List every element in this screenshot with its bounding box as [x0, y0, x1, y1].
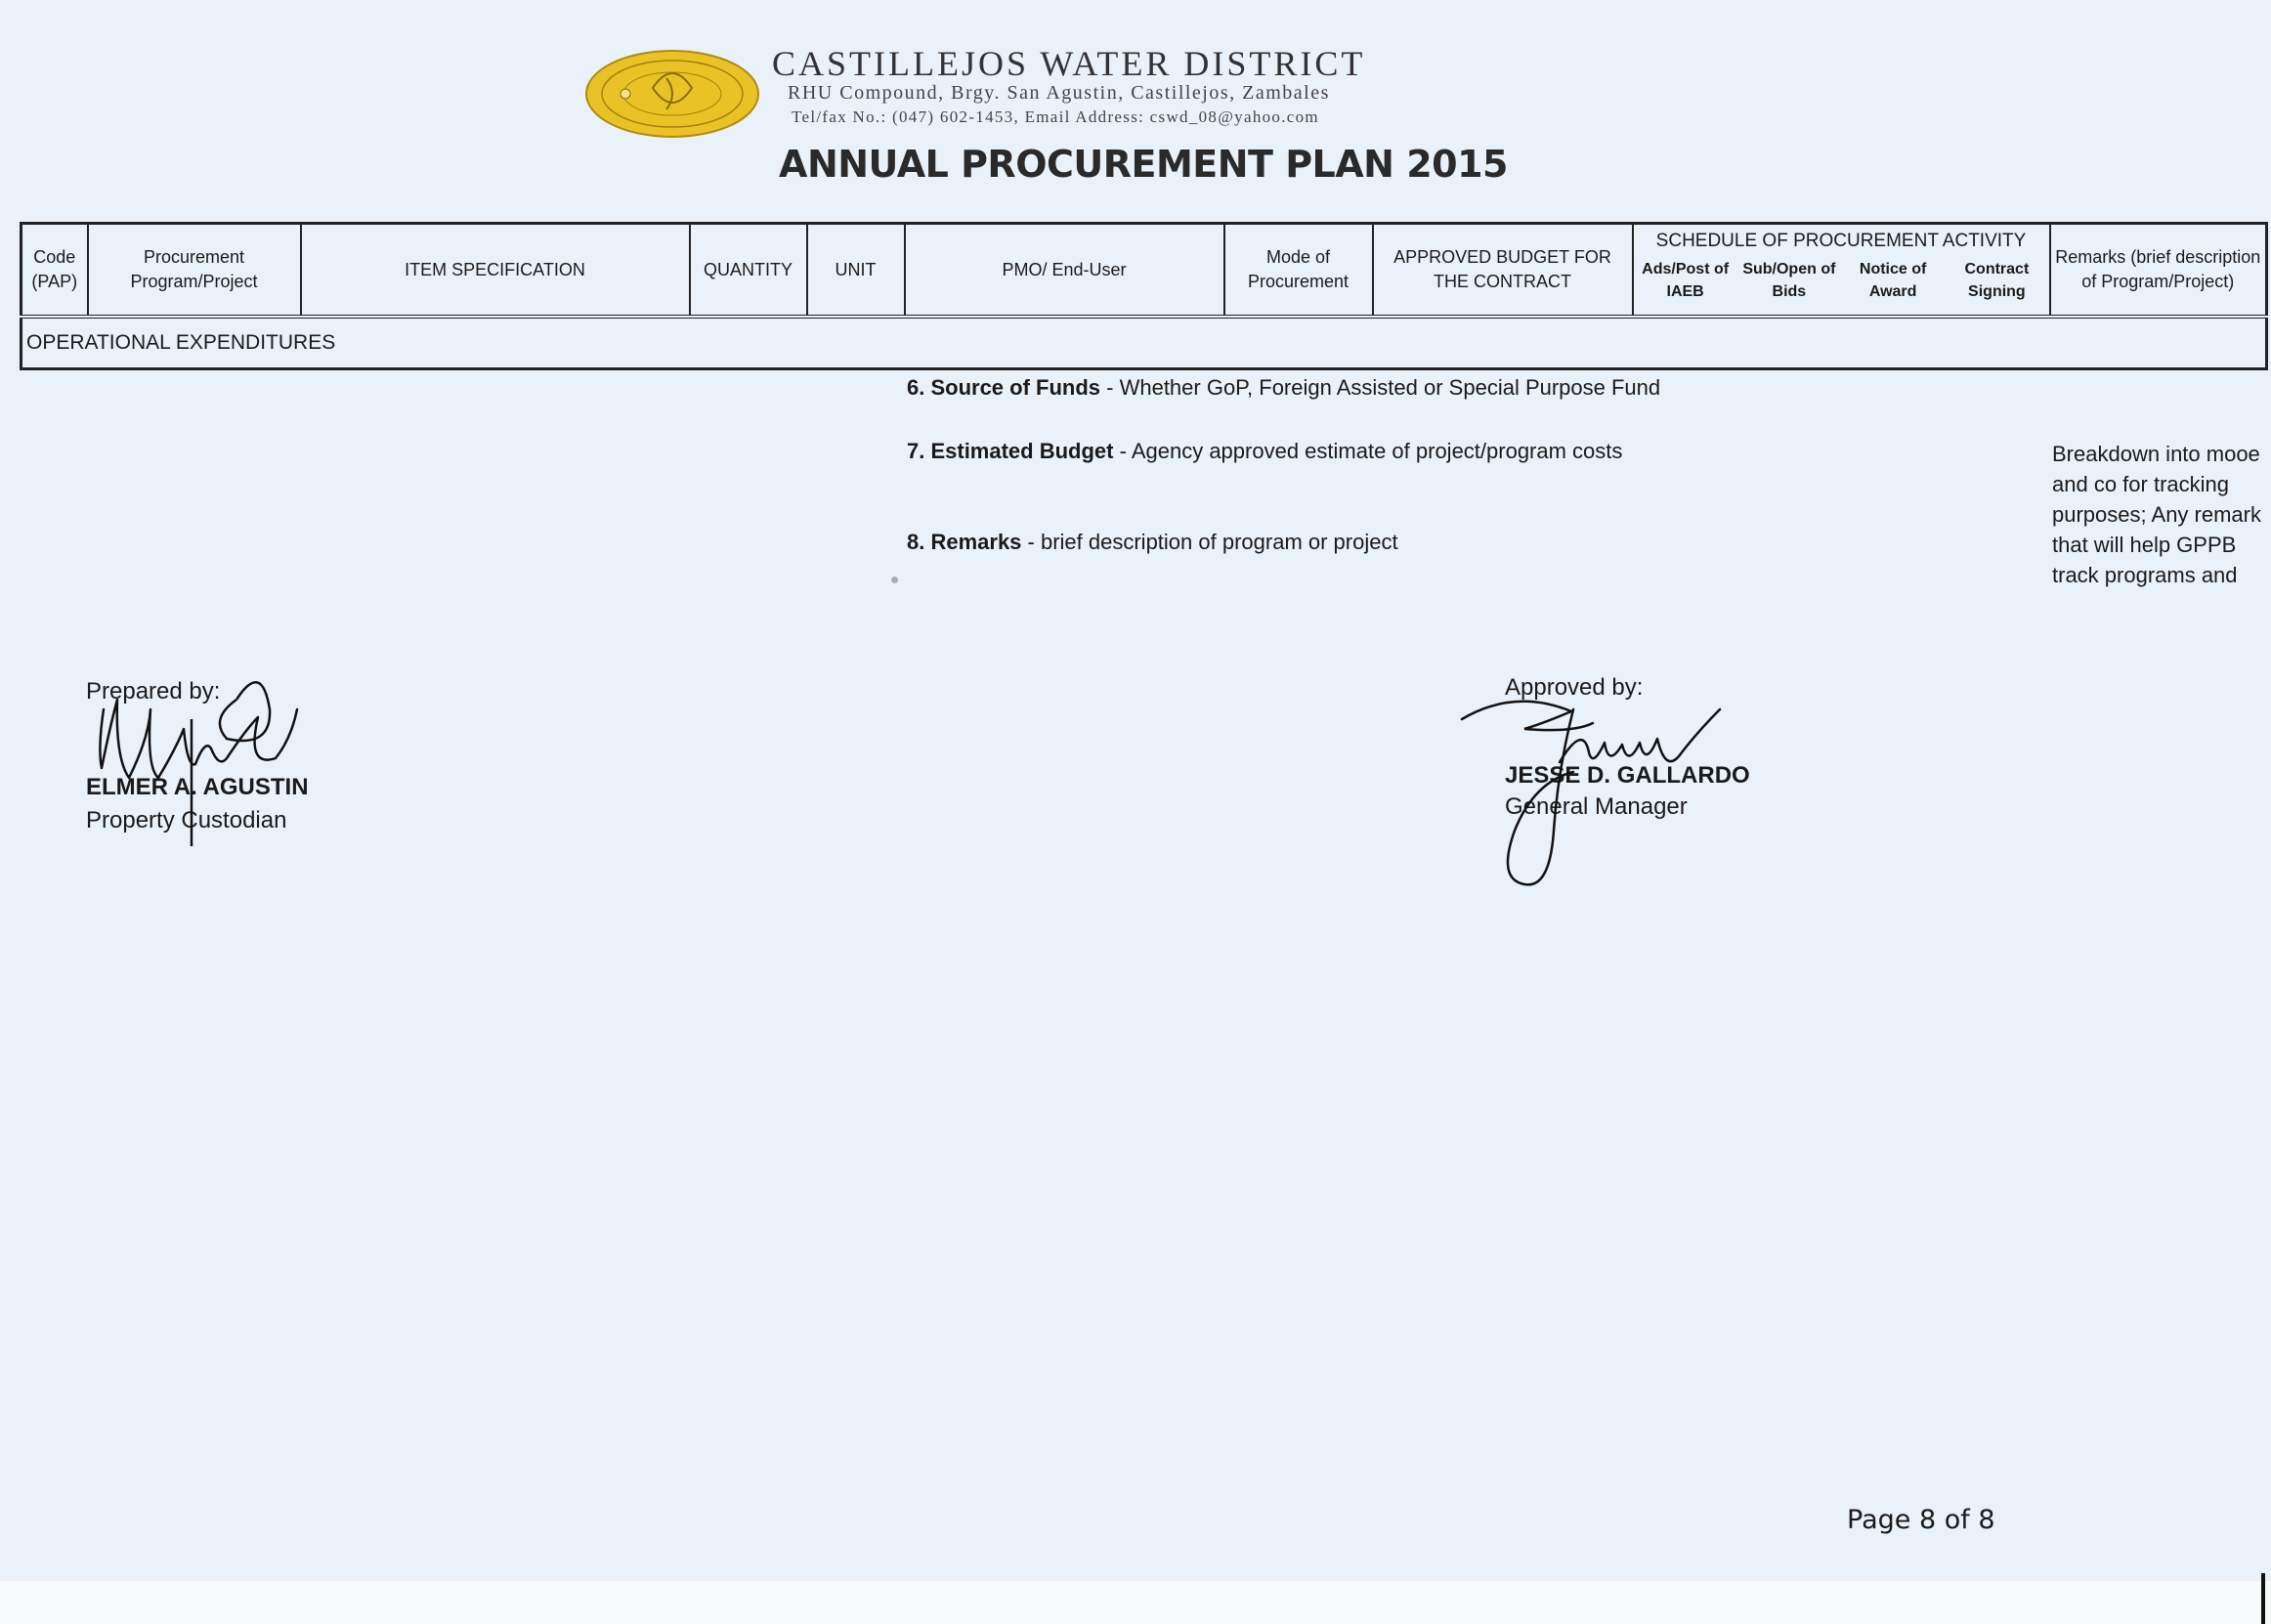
note-estimated-budget [907, 439, 1622, 464]
col-quantity: QUANTITY [690, 224, 807, 318]
procurement-table [20, 222, 2268, 370]
approved-by-label: Approved by: [1505, 674, 1644, 701]
col-program: Procurement Program/Project [88, 224, 301, 318]
note-text: - Whether GoP, Foreign Assisted or Special Purpose Fund [1100, 375, 1661, 400]
note-label: 7. Estimated Budget [907, 439, 1114, 463]
document-title: ANNUAL PROCUREMENT PLAN 2015 [779, 143, 1508, 186]
prepared-by-title: Property Custodian [86, 807, 287, 833]
approved-by-signature-icon [1456, 684, 1730, 894]
schedule-sub-open: Sub/Open of Bids [1742, 261, 1836, 300]
prepared-by-signature-icon [90, 670, 315, 852]
prepared-by-label: Prepared by: [86, 678, 221, 705]
note-source-of-funds [907, 375, 1660, 401]
col-budget: APPROVED BUDGET FOR THE CONTRACT [1373, 224, 1633, 318]
section-row: OPERATIONAL EXPENDITURES [21, 317, 2267, 369]
col-schedule [1633, 224, 2050, 318]
note-text: - Agency approved estimate of project/program costs [1113, 439, 1623, 463]
col-code: Code (PAP) [21, 224, 88, 318]
schedule-notice-award: Notice of Award [1859, 261, 1927, 300]
schedule-ads-post: Ads/Post of IAEB [1642, 261, 1730, 300]
note-text: - brief description of program or project [1021, 530, 1398, 554]
prepared-by-name: ELMER A. AGUSTIN [86, 774, 309, 800]
note-remarks [907, 530, 1398, 555]
note-label: 8. Remarks [907, 530, 1022, 554]
organization-name: CASTILLEJOS WATER DISTRICT [772, 44, 1366, 83]
organization-address: RHU Compound, Brgy. San Agustin, Castillejos, Zambales [788, 82, 1330, 104]
page-bottom-strip [0, 1581, 2271, 1624]
water-district-seal-icon [584, 49, 760, 139]
schedule-contract-signing: Contract Signing [1964, 261, 2030, 300]
page-number: Page 8 of 8 [1847, 1505, 1995, 1535]
col-mode: Mode of Procurement [1224, 224, 1373, 318]
col-pmo: PMO/ End-User [905, 224, 1224, 318]
scan-speck [891, 577, 898, 583]
side-remark: Breakdown into mooe and co for tracking purposes; Any remark that will help GPPB track programs and [2052, 442, 2261, 587]
organization-contact: Tel/fax No.: (047) 602-1453, Email Address: cswd_08@yahoo.com [792, 107, 1319, 126]
approved-by-name: JESSE D. GALLARDO [1505, 762, 1750, 789]
approved-by-title: General Manager [1505, 793, 1688, 820]
col-item-spec: ITEM SPECIFICATION [301, 224, 690, 318]
col-unit: UNIT [807, 224, 905, 318]
col-remarks: Remarks (brief description of Program/Project) [2050, 224, 2267, 318]
schedule-title: SCHEDULE OF PROCUREMENT ACTIVITY [1655, 231, 2027, 251]
note-label: 6. Source of Funds [907, 375, 1101, 400]
scan-edge-mark [2261, 1573, 2265, 1624]
